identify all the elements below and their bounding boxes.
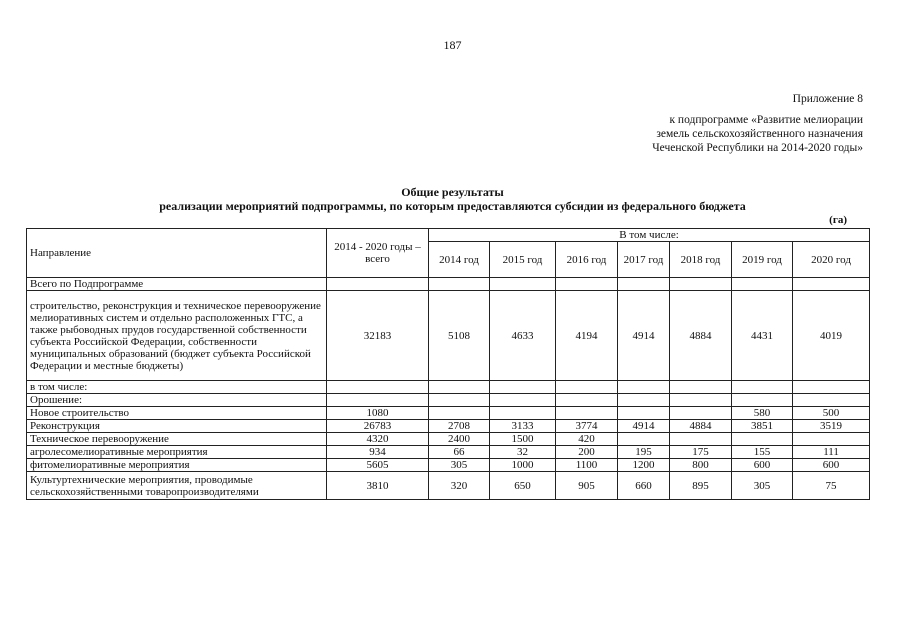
- row-total: 5605: [327, 459, 429, 472]
- row-value: 320: [429, 472, 490, 500]
- row-value: 32: [490, 446, 556, 459]
- row-label: агролесомелиоративные мероприятия: [27, 446, 327, 459]
- row-total: 3810: [327, 472, 429, 500]
- header-year: 2018 год: [670, 242, 732, 278]
- header-year: 2017 год: [618, 242, 670, 278]
- row-value: 500: [793, 407, 870, 420]
- row-value: 1200: [618, 459, 670, 472]
- heading-line-1: Общие результаты: [401, 185, 504, 199]
- header-year: 2019 год: [732, 242, 793, 278]
- row-value: [429, 394, 490, 407]
- row-value: [556, 381, 618, 394]
- row-label: фитомелиоративные мероприятия: [27, 459, 327, 472]
- row-total: 4320: [327, 433, 429, 446]
- row-total: [327, 394, 429, 407]
- appendix-title: Приложение 8: [792, 93, 863, 105]
- row-label: Орошение:: [27, 394, 327, 407]
- row-value: [732, 278, 793, 291]
- row-value: 4633: [490, 291, 556, 381]
- row-label: Культуртехнические мероприятия, проводимые сельскохозяйственными товаропроизводителями: [27, 472, 327, 500]
- row-value: [732, 394, 793, 407]
- row-total: 934: [327, 446, 429, 459]
- row-value: [793, 278, 870, 291]
- row-value: 305: [429, 459, 490, 472]
- row-value: [618, 381, 670, 394]
- results-table: [26, 228, 870, 500]
- row-value: 175: [670, 446, 732, 459]
- row-total: [327, 278, 429, 291]
- table-row: [27, 381, 870, 394]
- row-label: Всего по Подпрограмме: [27, 278, 327, 291]
- row-label: Реконструкция: [27, 420, 327, 433]
- row-value: 200: [556, 446, 618, 459]
- row-value: 66: [429, 446, 490, 459]
- row-value: [618, 394, 670, 407]
- header-year: 2015 год: [490, 242, 556, 278]
- row-value: [556, 278, 618, 291]
- row-value: [490, 381, 556, 394]
- row-value: 4884: [670, 420, 732, 433]
- row-value: [670, 278, 732, 291]
- row-value: [429, 278, 490, 291]
- row-value: 650: [490, 472, 556, 500]
- row-value: 4914: [618, 420, 670, 433]
- table-row: [27, 459, 870, 472]
- row-value: [670, 394, 732, 407]
- row-value: [793, 433, 870, 446]
- row-value: 420: [556, 433, 618, 446]
- row-total: [327, 381, 429, 394]
- row-total: 1080: [327, 407, 429, 420]
- row-value: 4914: [618, 291, 670, 381]
- table-row: [27, 446, 870, 459]
- table-row: [27, 278, 870, 291]
- header-direction: Направление: [27, 229, 327, 278]
- row-value: 5108: [429, 291, 490, 381]
- row-total: 32183: [327, 291, 429, 381]
- row-value: 895: [670, 472, 732, 500]
- row-value: [490, 394, 556, 407]
- row-value: 2708: [429, 420, 490, 433]
- row-value: [670, 407, 732, 420]
- row-value: [556, 394, 618, 407]
- row-label: в том числе:: [27, 381, 327, 394]
- unit-label: (га): [829, 214, 847, 226]
- row-value: 1500: [490, 433, 556, 446]
- row-value: 195: [618, 446, 670, 459]
- header-total: 2014 - 2020 годы – всего: [327, 229, 429, 278]
- page-number: 187: [443, 38, 462, 52]
- row-value: 660: [618, 472, 670, 500]
- row-value: 75: [793, 472, 870, 500]
- row-value: 600: [732, 459, 793, 472]
- row-value: [732, 433, 793, 446]
- table-row: [27, 433, 870, 446]
- row-value: [670, 381, 732, 394]
- row-value: 155: [732, 446, 793, 459]
- row-label: Техническое перевооружение: [27, 433, 327, 446]
- row-value: [618, 407, 670, 420]
- row-value: 2400: [429, 433, 490, 446]
- row-value: 305: [732, 472, 793, 500]
- table-row: [27, 472, 870, 500]
- row-value: 111: [793, 446, 870, 459]
- row-value: 905: [556, 472, 618, 500]
- row-value: [793, 381, 870, 394]
- appendix-block: [652, 92, 863, 155]
- row-value: 4431: [732, 291, 793, 381]
- table-row: [27, 407, 870, 420]
- table-row: [27, 291, 870, 381]
- appendix-line: земель сельскохозяйственного назначения: [656, 128, 863, 140]
- row-value: 1000: [490, 459, 556, 472]
- row-value: 4884: [670, 291, 732, 381]
- row-value: [793, 394, 870, 407]
- document-heading: [0, 185, 905, 213]
- row-value: 1100: [556, 459, 618, 472]
- row-total: 26783: [327, 420, 429, 433]
- row-value: 580: [732, 407, 793, 420]
- header-year: 2020 год: [793, 242, 870, 278]
- row-label: строительство, реконструкция и техническое перевооружение мелиоративных систем и отдельно расположенных ГТС, а также рыбоводных прудов государственной собственности субъекта Российской Федерации, собственности муниципальных образований (бюджет субъекта Российской Федерации и местные бюджеты): [27, 291, 327, 381]
- row-value: [429, 381, 490, 394]
- header-in-that-number: В том числе:: [429, 229, 870, 242]
- table-row: [27, 394, 870, 407]
- row-label: Новое строительство: [27, 407, 327, 420]
- row-value: 3774: [556, 420, 618, 433]
- row-value: 3133: [490, 420, 556, 433]
- row-value: 4019: [793, 291, 870, 381]
- header-year: 2016 год: [556, 242, 618, 278]
- row-value: [490, 278, 556, 291]
- appendix-line: Чеченской Республики на 2014-2020 годы»: [652, 142, 863, 154]
- row-value: 4194: [556, 291, 618, 381]
- row-value: 3851: [732, 420, 793, 433]
- row-value: [618, 278, 670, 291]
- row-value: [429, 407, 490, 420]
- appendix-line: к подпрограмме «Развитие мелиорации: [669, 114, 863, 126]
- row-value: [732, 381, 793, 394]
- row-value: 600: [793, 459, 870, 472]
- row-value: [670, 433, 732, 446]
- heading-line-2: реализации мероприятий подпрограммы, по которым предоставляются субсидии из федерального бюджета: [159, 199, 746, 213]
- header-year: 2014 год: [429, 242, 490, 278]
- table-row: [27, 420, 870, 433]
- row-value: [490, 407, 556, 420]
- row-value: 3519: [793, 420, 870, 433]
- row-value: [556, 407, 618, 420]
- row-value: [618, 433, 670, 446]
- row-value: 800: [670, 459, 732, 472]
